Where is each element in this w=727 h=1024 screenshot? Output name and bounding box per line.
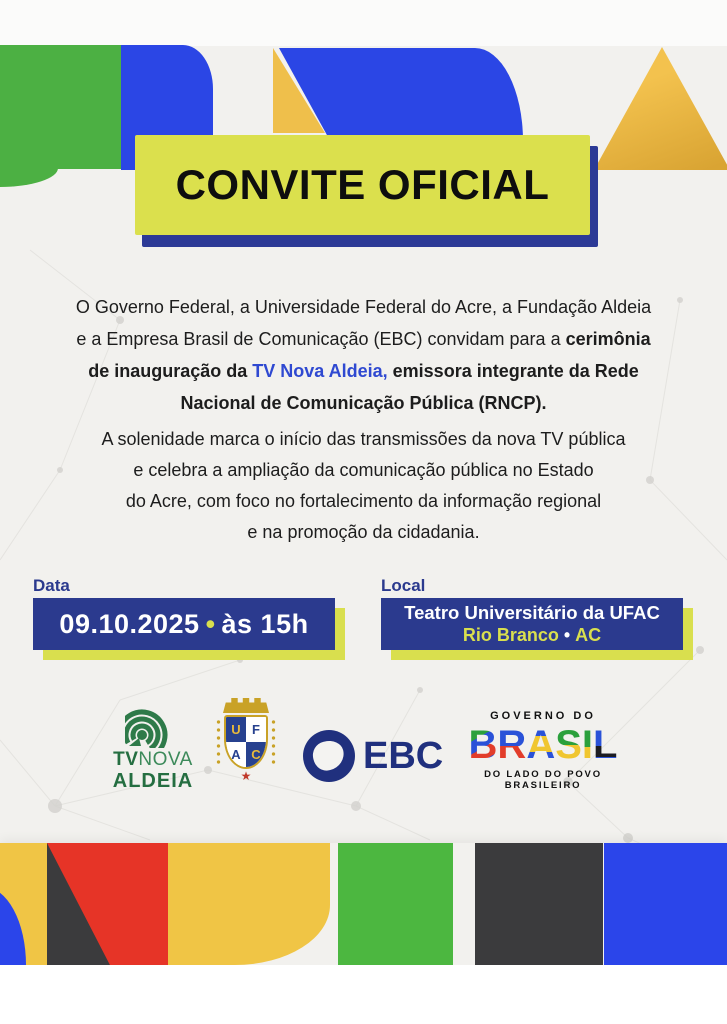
- date-box: [33, 598, 335, 650]
- description-line-1: A solenidade marca o início das transmissões da nova TV pública: [101, 429, 626, 449]
- bottom-white-strip: [0, 965, 727, 1024]
- intro-line-2: e a Empresa Brasil de Comunicação (EBC) convidam para a cerimônia: [76, 329, 651, 349]
- top-white-strip: [0, 0, 727, 46]
- ebc-wordmark: EBC: [363, 734, 444, 777]
- crown-icon: [223, 698, 269, 713]
- location-box: [381, 598, 683, 650]
- broadcast-waves-icon: [125, 702, 181, 748]
- partner-logos-row: [0, 698, 727, 813]
- intro-line-3: de inauguração da TV Nova Aldeia, emissora integrante da Rede: [88, 361, 639, 381]
- city-state: Rio Branco • AC: [462, 625, 602, 645]
- intro-line-1: O Governo Federal, a Universidade Federal do Acre, a Fundação Aldeia: [75, 297, 652, 317]
- decor-yellow-curved-block: [168, 843, 330, 965]
- shield-letter-f: F: [246, 717, 266, 742]
- bullet-separator-icon: •: [563, 625, 571, 645]
- intro-paragraph: [0, 291, 727, 419]
- decor-green-block: [0, 45, 121, 169]
- ebc-logo: [303, 730, 443, 782]
- description-paragraph: [0, 424, 727, 548]
- star-icon: ★: [240, 769, 252, 783]
- chain-icon: [216, 718, 221, 766]
- intro-line-4: Nacional de Comunicação Pública (RNCP).: [180, 393, 547, 413]
- shield-letter-u: U: [226, 717, 246, 742]
- shield-icon: [224, 715, 268, 769]
- brasil-wordmark: BRASIL: [468, 723, 618, 767]
- title-banner: [135, 135, 590, 235]
- governo-do-brasil-logo: [448, 710, 638, 791]
- governo-tagline: DO LADO DO POVO BRASILEIRO: [484, 769, 602, 791]
- description-line-4: e na promoção da cidadania.: [247, 522, 480, 542]
- decor-blue-block-bottom: [604, 843, 727, 965]
- decor-dark-block: [475, 843, 603, 965]
- aldeia-wordmark: ALDEIA: [112, 770, 194, 792]
- tv-nova-wordmark: TVNOVA: [113, 749, 193, 770]
- date-value: 09.10.2025 • às 15h: [59, 608, 309, 639]
- tv-nova-aldeia-highlight: TV Nova Aldeia,: [252, 361, 388, 381]
- venue-name: Teatro Universitário da UFAC: [404, 602, 660, 623]
- description-line-3: do Acre, com foco no fortalecimento da informação regional: [125, 491, 602, 511]
- description-line-2: e celebra a ampliação da comunicação pública no Estado: [133, 460, 594, 480]
- decor-green-block-bottom: [338, 843, 453, 965]
- page-title: CONVITE OFICIAL: [175, 161, 550, 208]
- bottom-decor-band: [0, 843, 727, 965]
- shield-letter-c: C: [246, 742, 266, 767]
- governo-do-text: GOVERNO DO: [490, 710, 596, 722]
- date-label: Data: [33, 576, 70, 595]
- location-label: Local: [381, 576, 426, 595]
- shield-letter-a: A: [226, 742, 246, 767]
- chain-icon: [271, 718, 276, 766]
- tv-nova-aldeia-logo: [100, 702, 206, 792]
- ufac-coat-of-arms-logo: [214, 698, 278, 782]
- bullet-separator-icon: •: [205, 608, 216, 639]
- ebc-balloon-icon: [303, 730, 355, 782]
